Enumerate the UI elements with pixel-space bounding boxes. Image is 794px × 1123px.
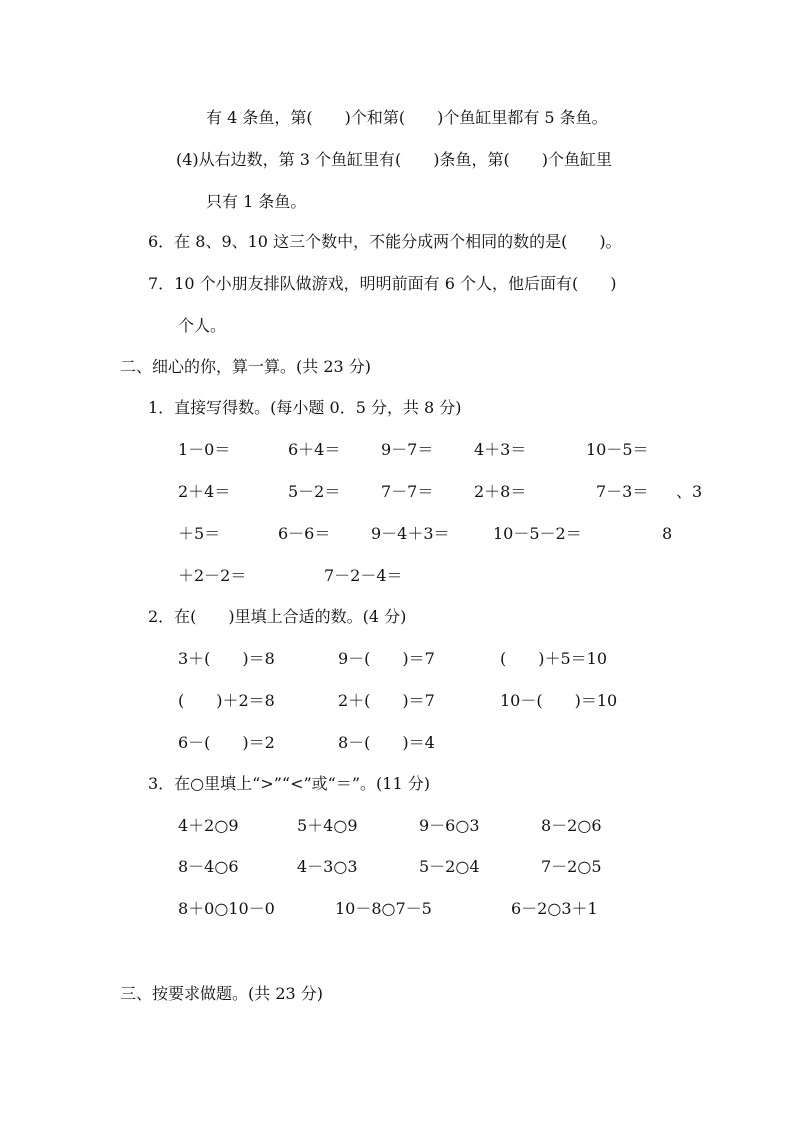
compare-item: 4－3○3 — [297, 857, 358, 876]
q5-4-text: (4)从右边数，第 3 个鱼缸里有( )条鱼，第( )个鱼缸里 — [176, 150, 612, 169]
q7-text: 7．10 个小朋友排队做游戏，明明前面有 6 个人，他后面有( ) — [148, 274, 617, 293]
fill-item: 6－( )＝2 — [178, 733, 275, 752]
calc-item: 5－2＝ — [288, 482, 341, 501]
calc-item: 2＋4＝ — [178, 482, 231, 501]
calc-item: 9－4＋3＝ — [371, 524, 450, 543]
fill-item: 9－( )＝7 — [338, 649, 435, 668]
calc-item: 6＋4＝ — [288, 440, 341, 459]
calc-item: ＋5＝ — [178, 524, 221, 543]
calc-item: 、3 — [676, 482, 703, 501]
calc-item: 7－3＝ — [596, 482, 649, 501]
calc-item: 1－0＝ — [178, 440, 231, 459]
calc-item: 8 — [662, 524, 673, 543]
compare-item: 8－4○6 — [178, 857, 239, 876]
calc-item: 2＋8＝ — [474, 482, 527, 501]
compare-item: 5－2○4 — [419, 857, 480, 876]
q5-3-continuation: 有 4 条鱼，第( )个和第( )个鱼缸里都有 5 条鱼。 — [206, 108, 608, 127]
question-2-2-title: 2．在( )里填上合适的数。(4 分) — [148, 607, 407, 626]
compare-item: 7－2○5 — [541, 857, 602, 876]
section-2-heading: 二、细心的你，算一算。(共 23 分) — [120, 357, 372, 376]
calc-item: 9－7＝ — [381, 440, 434, 459]
q6-text: 6．在 8、9、10 这三个数中，不能分成两个相同的数的是( )。 — [148, 232, 622, 251]
q5-4-continuation: 只有 1 条鱼。 — [206, 192, 307, 211]
calc-item: 6－6＝ — [278, 524, 331, 543]
fill-item: 2＋( )＝7 — [338, 691, 435, 710]
question-2-3-title: 3．在○里填上“>”“<”或“＝”。(11 分) — [148, 774, 430, 793]
section-3-heading: 三、按要求做题。(共 23 分) — [120, 984, 324, 1003]
calc-item: ＋2－2＝ — [178, 566, 247, 585]
calc-item: 4＋3＝ — [474, 440, 527, 459]
fill-item: ( )＋5＝10 — [500, 649, 608, 668]
fill-item: 8－( )＝4 — [338, 733, 435, 752]
q7-continuation: 个人。 — [178, 316, 227, 335]
question-2-1-title: 1．直接写得数。(每小题 0．5 分，共 8 分) — [148, 398, 462, 417]
fill-item: ( )＋2＝8 — [178, 691, 275, 710]
compare-item: 9－6○3 — [419, 816, 480, 835]
compare-item: 4＋2○9 — [178, 816, 239, 835]
compare-item: 8－2○6 — [541, 816, 602, 835]
compare-item: 10－8○7－5 — [335, 899, 432, 918]
compare-item: 8＋0○10－0 — [178, 899, 275, 918]
compare-item: 5＋4○9 — [297, 816, 358, 835]
fill-item: 10－( )＝10 — [500, 691, 618, 710]
calc-item: 10－5＝ — [586, 440, 649, 459]
calc-item: 7－2－4＝ — [324, 566, 403, 585]
fill-item: 3＋( )＝8 — [178, 649, 275, 668]
calc-item: 10－5－2＝ — [493, 524, 582, 543]
calc-item: 7－7＝ — [381, 482, 434, 501]
compare-item: 6－2○3＋1 — [511, 899, 598, 918]
